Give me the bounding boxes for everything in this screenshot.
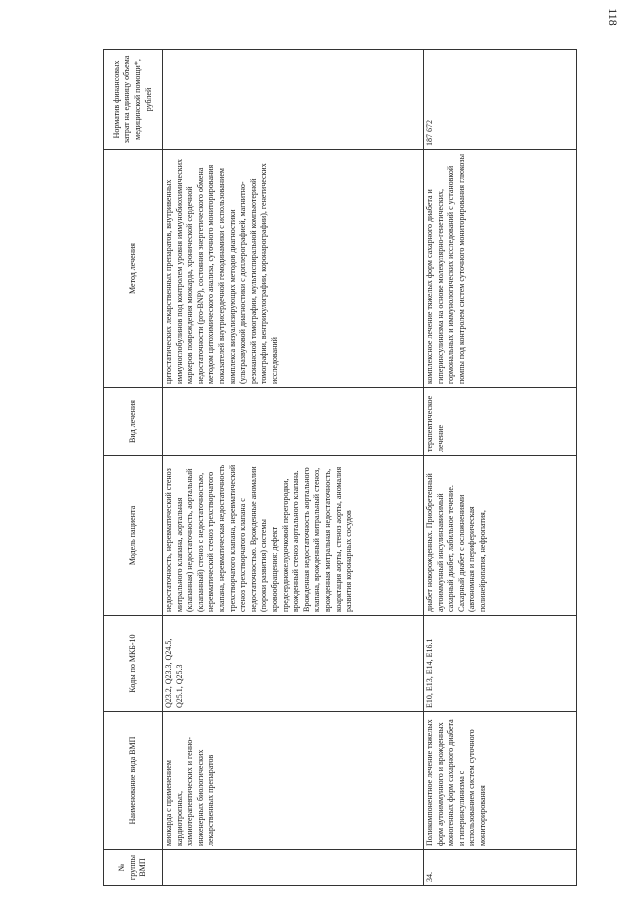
vmp-table	[103, 49, 577, 886]
header-treatment-type: Вид лечения	[104, 388, 163, 456]
cell-codes: Q23.2, Q23.3, Q24.5, Q25.1, Q25.3	[163, 616, 424, 712]
cell-name: Поликомпонентное лечение тяжелых форм аутоиммунного и врожденных моногенных форм сахарного диабета и гиперинсулинизма с использованием систем суточного мониторирования	[424, 712, 577, 850]
cell-name: миокарда с применением кардиотропных, химиотерапевтических и генно-инженерных биологических лекарственных препаратов	[163, 712, 424, 850]
cell-codes: E10, E13, E14, E16.1	[424, 616, 577, 712]
header-model: Модель пациента	[104, 456, 163, 616]
cell-group: 34.	[424, 850, 577, 886]
rotated-table-container	[103, 6, 588, 886]
header-method: Метод лечения	[104, 150, 163, 388]
cell-model: недостаточность, неревматический стеноз митрального клапана, аортальная (клапанная) недостаточность, аортальный (клапанный) стеноз с недостаточностью, неревматический стеноз трехстворчатого клапана, неревматическая недостаточность трехстворчатого клапана, неревматический стеноз трехстворчатого клапана с недостаточностью. Врожденные аномалии (пороки развития) системы кровообращения: дефект предсердножелудочковой перегородки, врожденный стеноз аортального клапана. Врожденная недостаточность аортального клапана, врожденный митральный стеноз, врожденная митральная недостаточность, коарктация аорты, стеноз аорты, аномалия развития коронарных сосудов	[163, 456, 424, 616]
cell-treatment-type: терапевтическое лечение	[424, 388, 577, 456]
cell-group	[163, 850, 424, 886]
cell-treatment-type	[163, 388, 424, 456]
cell-model: диабет новорожденных. Приобретенный аутоиммунный инсулинзависимый сахарный диабет, лабильное течение. Сахарный диабет с осложнениями (автономная и периферическая полинейропатия, нефропатия,	[424, 456, 577, 616]
page-number: 118	[606, 8, 620, 26]
cell-norm: 187 672	[424, 50, 577, 150]
header-name: Наименование вида ВМП	[104, 712, 163, 850]
header-codes: Коды по МКБ-10	[104, 616, 163, 712]
table-header-row	[104, 50, 163, 886]
cell-norm	[163, 50, 424, 150]
table-row	[163, 50, 424, 886]
cell-method: цитостатических лекарственных препаратов, внутривенных иммуноглобулинов под контролем уровня иммунобиохимических маркеров повреждения миокарда, хронической сердечной недостаточности (pro-BNP), состояния энергетического обмена методом цитохимического анализа, суточного мониторирования показателей внутрисердечной гемодинамики с использованием комплекса визуализирующих методов диагностики (ультразвуковой диагностики с доплерографией, магнитно-резонансной томографии, мультиспиральной компьютерной томографии, вентрикулографии, коронарографии), генетических исследований	[163, 150, 424, 388]
header-norm: Норматив финансовых затрат на единицу объема медицинской помощи*, рублей	[104, 50, 163, 150]
table-row	[424, 50, 577, 886]
cell-method: комплексное лечение тяжелых форм сахарного диабета и гиперинсулинизма на основе молекулярно-генетических, гормональных и иммунологических исследований с установкой помпы под контролем систем суточного мониторирования глюкозы	[424, 150, 577, 388]
header-group: № группы ВМП	[104, 850, 163, 886]
